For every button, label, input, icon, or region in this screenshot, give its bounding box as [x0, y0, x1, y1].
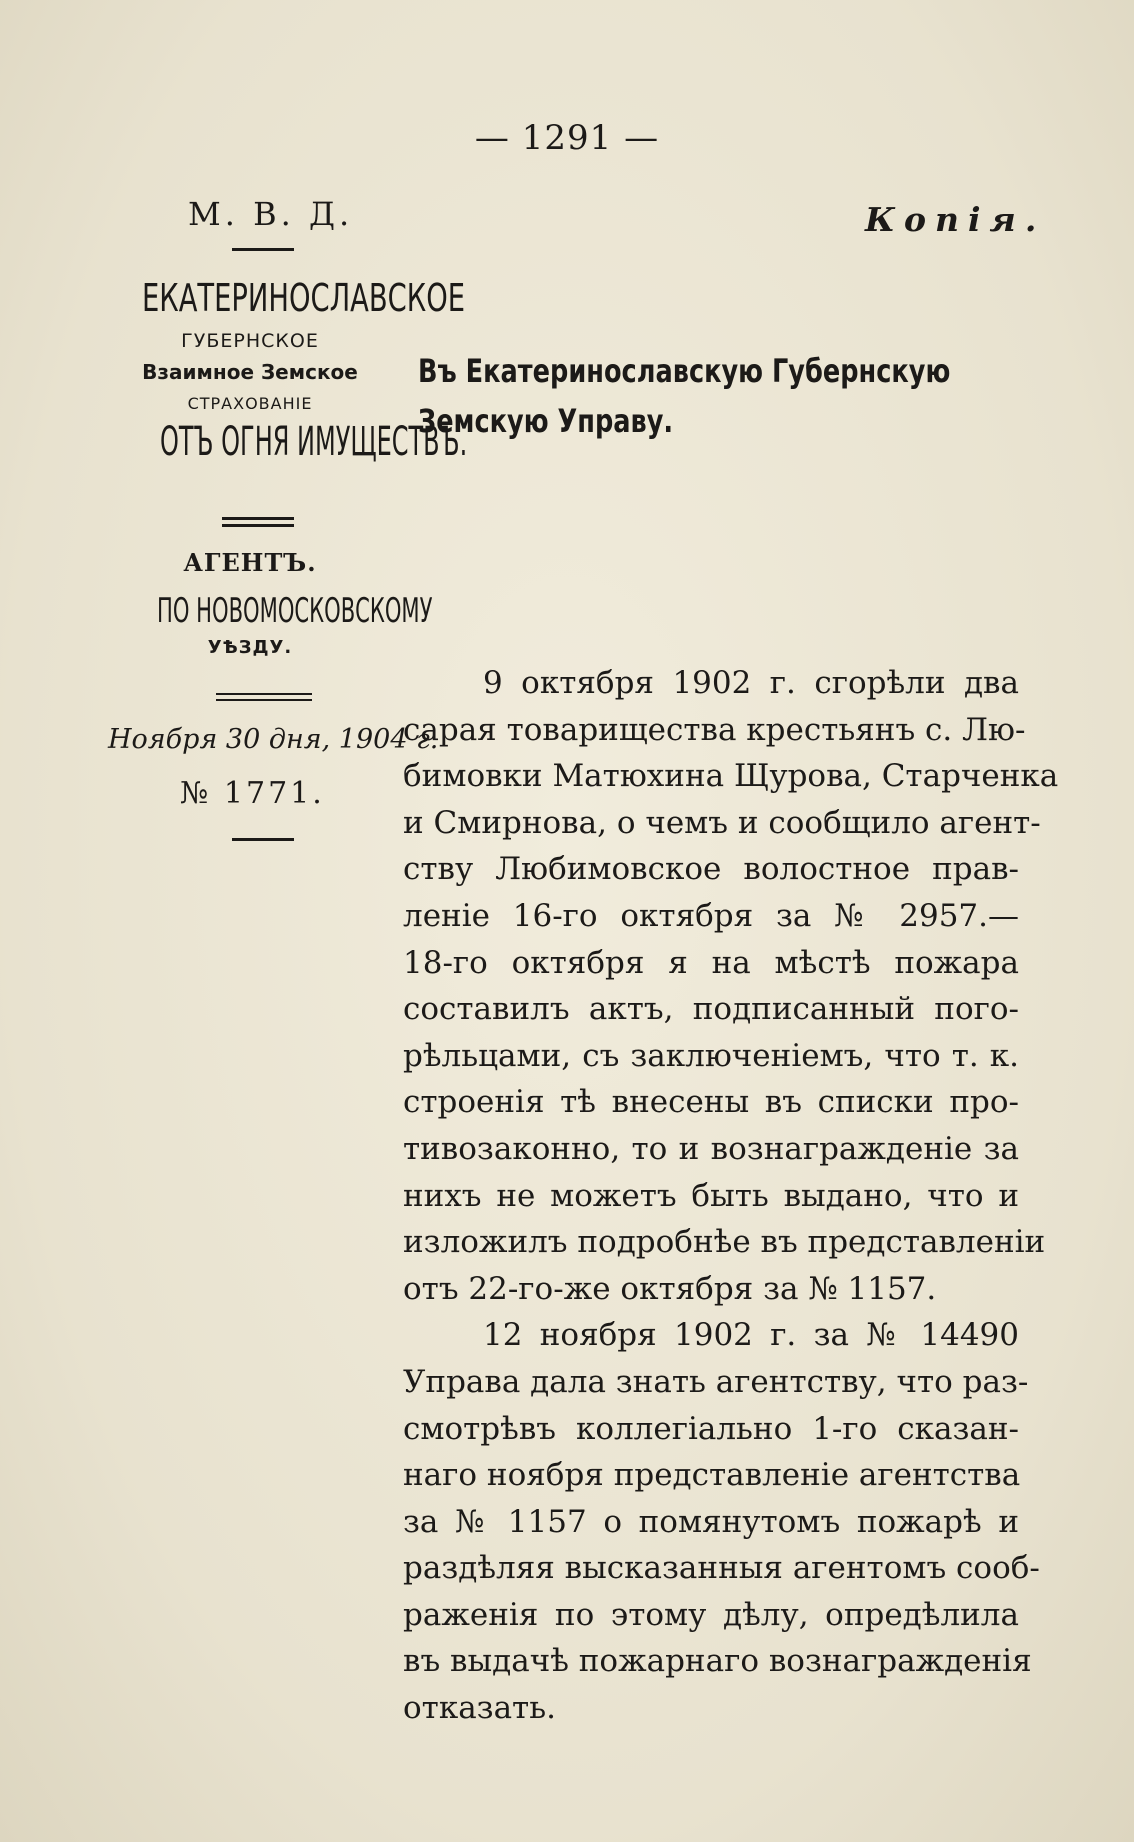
body-line: тивозаконно, то и вознагражденіе за: [403, 1130, 1019, 1167]
body-line: за № 1157 о помянутомъ пожарѣ и: [403, 1503, 1019, 1540]
divider-bottom: [232, 838, 294, 841]
body-line: раздѣляя высказанныя агентомъ сооб-: [403, 1550, 1040, 1587]
divider-short: [232, 248, 294, 251]
letterhead-agent: [100, 548, 433, 658]
body-line: изложилъ подробнѣе въ представленіи: [403, 1224, 1046, 1261]
body-line: ству Любимовское волостное прав-: [403, 851, 1019, 888]
sender-line-8: УѢЗДУ.: [207, 637, 293, 658]
body-line: строенія тѣ внесены въ списки про-: [403, 1084, 1019, 1121]
header-ministry: М. В. Д.: [188, 195, 354, 233]
body-line: составилъ актъ, подписанный пого-: [403, 991, 1019, 1028]
addressee-line-2: Земскую Управу.: [418, 402, 674, 440]
body-line: нихъ не можетъ быть выдано, что и: [403, 1177, 1019, 1214]
body-line: сарая товарищества крестьянъ с. Лю-: [403, 711, 1026, 748]
addressee: [418, 346, 1018, 446]
divider-double-2b: [216, 699, 312, 701]
body-line: 12 ноября 1902 г. за № 14490: [483, 1317, 1019, 1354]
body-line: рѣльцами, съ заключеніемъ, что т. к.: [403, 1037, 1019, 1074]
sender-line-1: ЕКАТЕРИНОСЛАВСКОЕ: [142, 276, 466, 320]
addressee-line-1: Въ Екатеринославскую Губернскую: [418, 352, 951, 390]
body-line: смотрѣвъ коллегіально 1-го сказан-: [403, 1410, 1019, 1447]
sender-line-7: ПО НОВОМОСКОВСКОМУ: [157, 591, 433, 631]
letter-number: № 1771.: [180, 776, 325, 811]
body-line: отказать.: [403, 1690, 556, 1727]
body-line: и Смирнова, о чемъ и сообщило агент-: [403, 804, 1041, 841]
body-line: отъ 22-го-же октября за № 1157.: [403, 1270, 937, 1307]
body-line: Управа дала знать агентству, что раз-: [403, 1363, 1029, 1400]
letterhead: [100, 276, 468, 465]
header-copy-mark: Копія.: [865, 200, 1046, 239]
page-number: — 1291 —: [474, 118, 660, 158]
body-line: бимовки Матюхина Щурова, Старченка: [403, 758, 1059, 795]
body-line: въ выдачѣ пожарнаго вознагражденія: [403, 1643, 1032, 1680]
divider-double-2a: [216, 693, 312, 695]
body-line: раженія по этому дѣлу, опредѣлила: [403, 1596, 1019, 1633]
body-line: 18-го октября я на мѣстѣ пожара: [403, 944, 1019, 981]
sender-line-6: АГЕНТЪ.: [183, 548, 317, 577]
body-line: наго ноября представленіе агентства: [403, 1457, 1021, 1494]
letter-body: [403, 660, 1059, 1732]
body-line: 9 октября 1902 г. сгорѣли два: [483, 665, 1019, 701]
sender-line-3: Взаимное Земское: [142, 360, 358, 384]
body-line: леніе 16-го октября за № 2957.—: [403, 897, 1019, 934]
divider-double-1b: [222, 524, 294, 527]
sender-line-5: ОТЪ ОГНЯ ИМУЩЕСТВЪ.: [160, 419, 468, 465]
sender-line-2: ГУБЕРНСКОЕ: [181, 330, 319, 352]
letter-date: Ноября 30 дня, 1904 г.: [108, 724, 439, 755]
sender-line-4: СТРАХОВАНІЕ: [187, 394, 313, 413]
divider-double-1a: [222, 517, 294, 520]
